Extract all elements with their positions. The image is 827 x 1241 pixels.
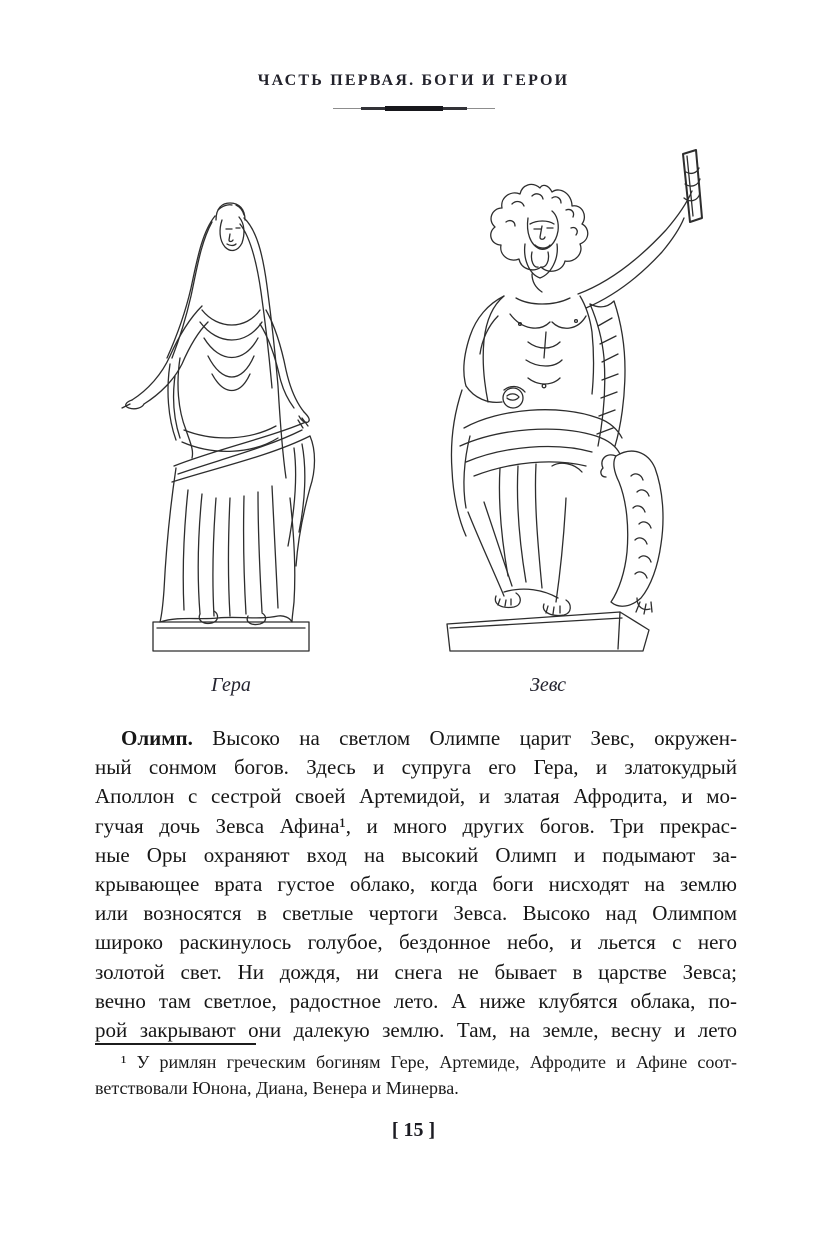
body-line: широко раскинулось голубое, бездонное небо, и льется с него (95, 930, 737, 955)
running-head-title: ЧАСТЬ ПЕРВАЯ. БОГИ И ГЕРОИ (257, 72, 570, 89)
header-divider-ornament (333, 106, 495, 112)
body-text (95, 724, 737, 1045)
body-line: вечно там светлое, радостное лето. А ниже клубятся облака, по- (95, 988, 737, 1013)
body-line: ный сонмом богов. Здесь и супруга его Гера, и златокудрый (95, 755, 737, 780)
body-line: крывающее врата густое облако, когда боги нисходят на землю (95, 871, 737, 896)
body-line: или возносятся в светлые чертоги Зевса. Высоко над Олимпом (95, 901, 737, 926)
zeus-eagle (601, 451, 663, 614)
body-line: ные Оры охраняют вход на высокий Олимп и подымают за- (95, 842, 737, 867)
zeus-pedestal (447, 612, 649, 651)
hera-pedestal (153, 622, 309, 651)
hera-statue-illustration (118, 198, 342, 656)
footnote (95, 1050, 737, 1101)
footnote-divider (95, 1043, 256, 1045)
body-line (95, 724, 737, 753)
zeus-caption: Зевс (529, 674, 567, 696)
hera-figure (118, 198, 342, 656)
zeus-body (451, 150, 702, 615)
body-line: гучая дочь Зевса Афина¹, и много других богов. Три прекрас- (95, 813, 737, 838)
footnote-line: ¹ У римлян греческим богиням Гере, Артемиде, Афродите и Афине соот- (121, 1052, 737, 1072)
paragraph-lead-word: Олимп. (121, 726, 193, 750)
footnote-line: ветствовали Юнона, Диана, Венера и Минерва. (95, 1077, 459, 1098)
body-line: Аполлон с сестрой своей Артемидой, и златая Афродита, и мо- (95, 784, 737, 809)
hera-body (122, 203, 315, 625)
hera-caption: Гера (211, 674, 251, 696)
zeus-figure (440, 146, 750, 658)
zeus-statue-illustration (440, 146, 750, 658)
divider-center-bar (385, 106, 443, 111)
page-number: [ 15 ] (391, 1119, 436, 1141)
body-line: золотой свет. Ни дождя, ни снега не бывает в царстве Зевса; (95, 959, 737, 984)
body-line: рой закрывают они далекую землю. Там, на земле, весну и лето (95, 1017, 737, 1042)
body-line-text: Высоко на светлом Олимпе царит Зевс, окружен- (212, 726, 737, 750)
